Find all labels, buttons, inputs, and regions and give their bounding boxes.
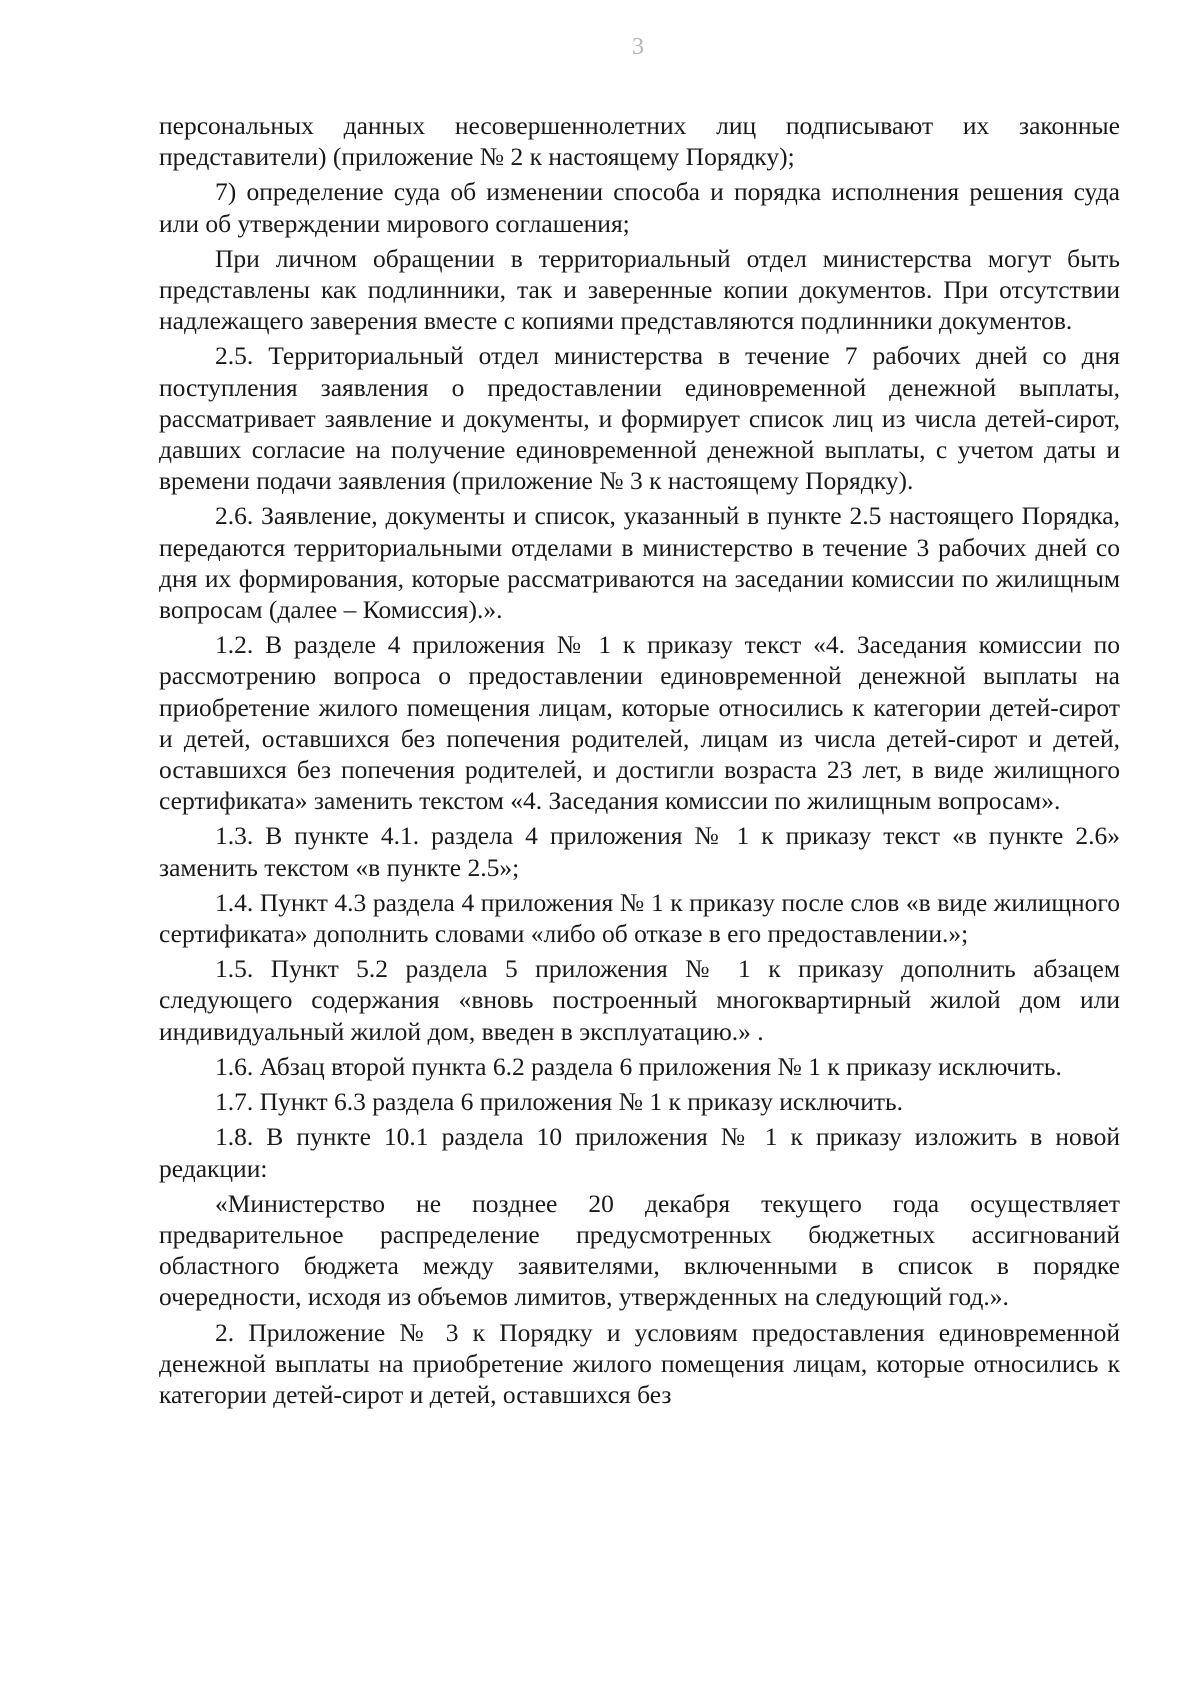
document-body [159, 110, 1120, 1410]
paragraph-1-5: 1.5. Пункт 5.2 раздела 5 приложения № 1 к приказу дополнить абзацем следующего содержания «вновь построенный многоквартирный жилой дом или индивидуальный жилой дом, введен в эксплуатацию.» . [159, 954, 1120, 1046]
paragraph-1-2: 1.2. В разделе 4 приложения № 1 к приказу текст «4. Заседания комиссии по рассмотрению вопроса о предоставлении единовременной денежной выплаты на приобретение жилого помещения лицам, которые относились к категории детей-сирот и детей, оставшихся без попечения родителей, лицам из числа детей-сирот и детей, оставшихся без попечения родителей, и достигли возраста 23 лет, в виде жилищного сертификата» заменить текстом «4. Заседания комиссии по жилищным вопросам». [159, 630, 1120, 816]
paragraph-ministry-quote: «Министерство не позднее 20 декабря текущего года осуществляет предварительное распределение предусмотренных бюджетных ассигнований областного бюджета между заявителями, включенными в список в порядке очередности, исходя из объемов лимитов, утвержденных на следующий год.». [159, 1188, 1120, 1312]
paragraph-continuation: персональных данных несовершеннолетних лиц подписывают их законные представители) (приложение № 2 к настоящему Порядку); [159, 111, 1120, 172]
paragraph-2-5: 2.5. Территориальный отдел министерства в течение 7 рабочих дней со дня поступления заявления о предоставлении единовременной денежной выплаты, рассматривает заявление и документы, и формирует список лиц из числа детей-сирот, давших согласие на получение единовременной денежной выплаты, с учетом даты и времени подачи заявления (приложение № 3 к настоящему Порядку). [159, 341, 1120, 496]
paragraph-item-7: 7) определение суда об изменении способа и порядка исполнения решения суда или об утверждении мирового соглашения; [159, 177, 1120, 238]
paragraph-personal-appeal: При личном обращении в территориальный отдел министерства могут быть представлены как подлинники, так и заверенные копии документов. При отсутствии надлежащего заверения вместе с копиями представляются подлинники документов. [159, 243, 1120, 336]
paragraph-1-7: 1.7. Пункт 6.3 раздела 6 приложения № 1 к приказу исключить. [215, 1087, 904, 1117]
paragraph-1-8: 1.8. В пункте 10.1 раздела 10 приложения № 1 к приказу изложить в новой редакции: [159, 1122, 1120, 1183]
paragraph-1-4: 1.4. Пункт 4.3 раздела 4 приложения № 1 к приказу после слов «в виде жилищного сертификата» дополнить словами «либо об отказе в его предоставлении.»; [159, 887, 1120, 949]
paragraph-2-6: 2.6. Заявление, документы и список, указанный в пункте 2.5 настоящего Порядка, передаются территориальными отделами в министерство в течение 3 рабочих дней со дня их формирования, которые рассматриваются на заседании комиссии по жилищным вопросам (далее – Комиссия).». [159, 501, 1120, 625]
page-number: 3 [632, 34, 644, 60]
paragraph-1-6: 1.6. Абзац второй пункта 6.2 раздела 6 приложения № 1 к приказу исключить. [215, 1051, 1062, 1081]
paragraph-item-2: 2. Приложение № 3 к Порядку и условиям предоставления единовременной денежной выплаты на приобретение жилого помещения лицам, которые относились к категории детей-сирот и детей, оставшихся без [159, 1317, 1120, 1409]
paragraph-1-3: 1.3. В пункте 4.1. раздела 4 приложения № 1 к приказу текст «в пункте 2.6» заменить текстом «в пункте 2.5»; [159, 821, 1120, 882]
